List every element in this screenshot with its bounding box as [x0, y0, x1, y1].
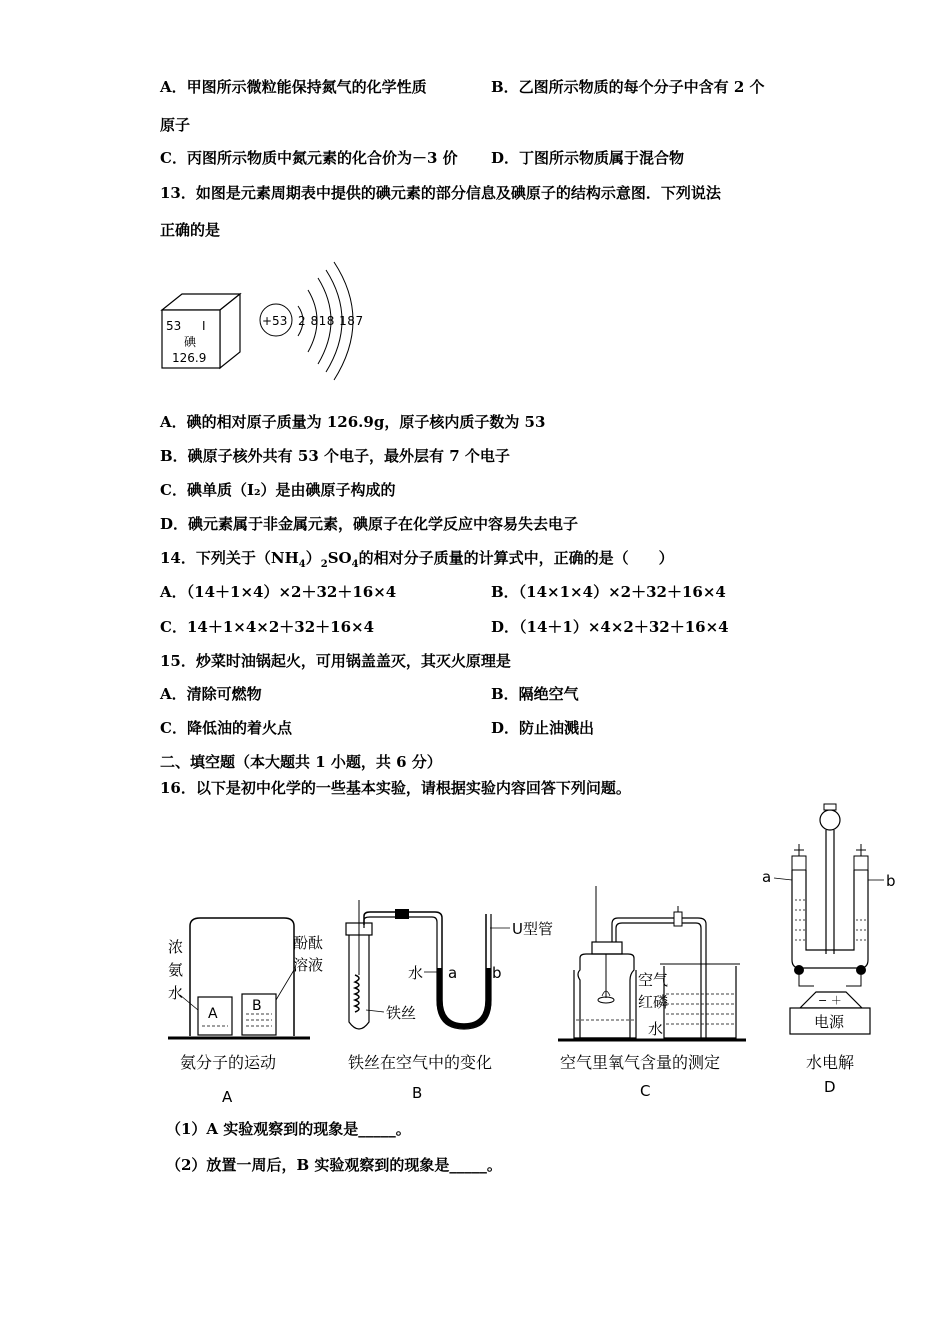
iodine-figure	[158, 248, 378, 388]
beaker-a-label: A	[208, 1006, 218, 1022]
label-phenolphthalein-2: 溶液	[293, 956, 324, 974]
section-title: 二、填空题（本大题共 1 小题，共 6 分）	[160, 753, 442, 771]
q14-option-d: D．（14＋1）×4×2＋32＋16×4	[491, 618, 729, 636]
q14-option-c: C．14＋1×4×2＋32＋16×4	[160, 618, 375, 636]
svg-text:− ＋: − ＋	[818, 994, 842, 1007]
electrode-b-label: b	[886, 872, 896, 890]
q16-part-2: （2）放置一周后，B 实验观察到的现象是_____。	[166, 1156, 502, 1174]
element-name: 碘	[184, 335, 197, 349]
tube-side-b: b	[492, 964, 502, 982]
q15-option-b: B．隔绝空气	[491, 685, 579, 703]
label-phenolphthalein-1: 酚酞	[293, 934, 324, 952]
figure-b-caption: 铁丝在空气中的变化	[348, 1053, 493, 1072]
element-mass: 126.9	[172, 351, 207, 365]
experiments-figure	[150, 800, 896, 1110]
tube-side-a: a	[448, 964, 458, 982]
q13-option-a: A．碘的相对原子质量为 126.9g，原子核内质子数为 53	[160, 413, 546, 431]
air-label: 空气	[638, 971, 669, 989]
u-tube-water	[439, 968, 489, 1026]
electrode-a-label: a	[762, 868, 772, 886]
q12-option-d: D．丁图所示物质属于混合物	[491, 149, 685, 167]
red-phosphorus-label: 红磷	[638, 993, 669, 1011]
iron-wire-label: 铁丝	[386, 1004, 417, 1022]
q15-stem: 15．炒菜时油锅起火，可用锅盖盖灭，其灭火原理是	[160, 652, 511, 670]
q15-option-d: D．防止油溅出	[491, 719, 595, 737]
figure-b-iron-rusting	[346, 900, 553, 1102]
figure-b-letter: B	[412, 1084, 423, 1102]
q14-option-a: A．（14＋1×4）×2＋32＋16×4	[160, 583, 397, 601]
periodic-table-cell	[162, 294, 240, 368]
figure-d-caption: 水电解	[806, 1053, 855, 1072]
power-label: 电源	[814, 1013, 845, 1031]
label-concentrated-2: 氨	[168, 961, 184, 979]
q12-option-b: B．乙图所示物质的每个分子中含有 2 个	[491, 78, 765, 96]
figure-d-water-electrolysis	[762, 804, 896, 1096]
figure-a-caption: 氨分子的运动	[180, 1053, 277, 1072]
atomic-structure-diagram	[260, 262, 364, 380]
figure-a-letter: A	[222, 1088, 233, 1106]
q12-option-a: A．甲图所示微粒能保持氮气的化学性质	[160, 78, 427, 96]
q16-stem: 16．以下是初中化学的一些基本实验，请根据实验内容回答下列问题。	[160, 779, 631, 797]
q15-option-a: A．清除可燃物	[160, 685, 262, 703]
q14-stem: 14．下列关于$(NH_4)_2SO_4$的相对分子质量的计算式中，正确的是（ ）	[160, 549, 674, 570]
label-concentrated-3: 水	[168, 984, 184, 1002]
q13-option-d: D．碘元素属于非金属元素，碘原子在化学反应中容易失去电子	[160, 515, 579, 533]
q12-option-b-cont: 原子	[160, 116, 191, 134]
figure-c-caption: 空气里氧气含量的测定	[560, 1053, 721, 1072]
label-concentrated-1: 浓	[168, 938, 184, 956]
figure-c-oxygen-measurement	[558, 886, 746, 1100]
element-number: 53	[166, 319, 182, 333]
q16-part-1: （1）A 实验观察到的现象是_____。	[166, 1120, 411, 1138]
q13-option-c: C．碘单质（I₂）是由碘原子构成的	[160, 481, 396, 499]
u-tube-label: U型管	[512, 920, 553, 938]
figure-c-letter: C	[640, 1082, 651, 1100]
iron-wire	[355, 975, 359, 1012]
figure-a-ammonia-diffusion	[168, 918, 323, 1106]
beaker-b-label: B	[252, 998, 262, 1014]
water-label-b: 水	[408, 964, 424, 982]
q15-option-c: C．降低油的着火点	[160, 719, 292, 737]
q13-option-b: B．碘原子核外共有 53 个电子，最外层有 7 个电子	[160, 447, 510, 465]
electron-shells: 2 818 187	[298, 314, 364, 328]
q14-option-b: B．（14×1×4）×2＋32＋16×4	[491, 583, 726, 601]
figure-d-letter: D	[824, 1078, 836, 1096]
q13-stem-cont: 正确的是	[160, 221, 221, 239]
nucleus-charge: +53	[262, 314, 288, 328]
q12-option-c: C．丙图所示物质中氮元素的化合价为－3 价	[160, 149, 458, 167]
q13-stem: 13．如图是元素周期表中提供的碘元素的部分信息及碘原子的结构示意图．下列说法	[160, 184, 721, 202]
element-symbol: I	[202, 319, 206, 333]
water-label-c: 水	[648, 1020, 664, 1038]
